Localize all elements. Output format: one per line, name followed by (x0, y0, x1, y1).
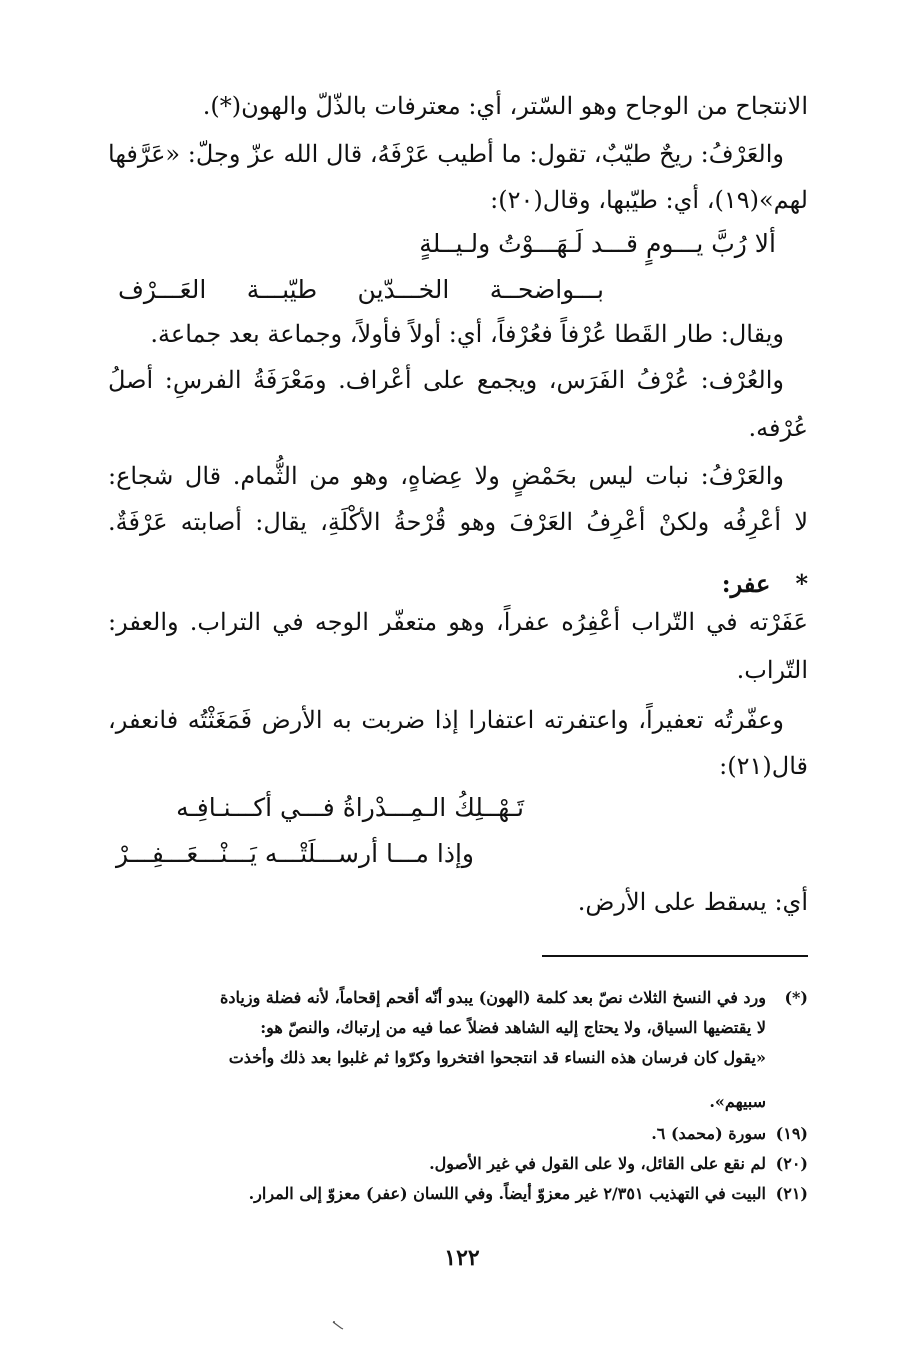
text-line-8: لا أعْرِفُه ولكنْ أعْرِفُ العَرْفَ وهو قُرْحةُ الأكْلَةِ، يقال: أصابته عَرْفَةٌ. (108, 508, 808, 536)
footnote-20 (429, 1152, 808, 1176)
footnote-21-text: البيت في التهذيب ٢/٣٥١ غير معزوّ أيضاً. وفي اللسان (عفر) معزوّ إلى المرار. (248, 1184, 766, 1203)
footnote-star-line-1: ورد في النسخ الثلاث نصّ بعد كلمة (الهون) يبدو أنّه أقحم إقحاماً، لأنه فضلة وزيادة (220, 988, 766, 1007)
footnote-19 (651, 1122, 808, 1146)
footnote-21-mark: (٢١) (775, 1184, 808, 1203)
heading-star-mark: * (795, 569, 808, 598)
text-line-5: والعُرْف: عُرْفُ الفَرَس، ويجمع على أعْراف. ومَعْرَفَةُ الفرسِ: أصلُ (108, 366, 784, 394)
verse-2-first-hemistich: تَـهْــلِكُ الـمِـــدْراةُ فـــي أكـــنـافِـه (176, 793, 524, 822)
footnote-19-mark: (١٩) (775, 1124, 808, 1143)
verse-2-second-hemistich: وإذا مـــا أرســـلَتْـــه يَـــنْـــعَـــفِـــرْ (116, 839, 474, 868)
footnote-star-mark: (*) (784, 988, 808, 1007)
verse-1-first-hemistich: ألا رُبَّ يـــومٍ قـــد لَـهَـــوْتُ ولـيــلةٍ (419, 229, 776, 258)
text-line-1: الانتجاح من الوجاح وهو السّتر، أي: معترفات بالذّلّ والهون(*). (202, 92, 808, 120)
text-line-11: وعفّرتُه تعفيراً، واعتفرته اعتفارا إذا ضربت به الأرض فَمَغَثْتُه فانعفر، (108, 706, 784, 734)
verse-1-second-hemistich: بـــواضحــة الخـــدّين طيّبـــة العَـــرْف (118, 275, 604, 304)
footnote-star (118, 986, 808, 1010)
footnote-star-line-4: سبيهم». (709, 1092, 766, 1111)
entry-heading (108, 566, 808, 602)
footnote-separator (542, 955, 808, 957)
text-line-6: عُرْفه. (748, 414, 808, 442)
page-number: ١٢٢ (444, 1245, 480, 1271)
text-line-10: التّراب. (736, 656, 808, 684)
text-line-9: عَفَرْته في التّراب أعْفِرُه عفراً، وهو متعفّر الوجه في التراب. والعفر: (108, 608, 808, 636)
footnote-21 (249, 1182, 808, 1206)
text-line-4: ويقال: طار القَطا عُرْفاً فعُرْفاً، أي: أولاً فأولاً، وجماعة بعد جماعة. (150, 320, 784, 348)
text-line-3: لهم»(١٩)، أي: طيّبها، وقال(٢٠): (490, 186, 808, 214)
text-line-7: والعَرْفُ: نبات ليس بحَمْضٍ ولا عِضاهٍ، وهو من الثُّمام. قال شجاع: (108, 462, 784, 490)
text-line-13: أي: يسقط على الأرض. (577, 888, 808, 916)
text-line-12: قال(٢١): (719, 752, 808, 780)
footnote-19-text: سورة (محمد) ٦. (651, 1124, 766, 1143)
text-line-2: والعَرْفُ: ريحٌ طيّبٌ، تقول: ما أطيب عَرْفَهُ، قال الله عزّ وجلّ: «عَرَّفها (108, 140, 784, 168)
scan-speck (332, 1320, 344, 1330)
heading-root-word: عفر: (721, 569, 771, 598)
footnote-20-text: لم نقع على القائل، ولا على القول في غير الأصول. (429, 1154, 766, 1173)
footnote-star-line-2: لا يقتضيها السياق، ولا يحتاج إليه الشاهد فضلاً عما فيه من إرتباك، والنصّ هو: (260, 1018, 766, 1037)
footnote-star-line-3: «يقول كان فرسان هذه النساء قد انتجحوا افتخروا وكرّوا ثم غلبوا بعد ذلك وأخذت (228, 1048, 766, 1067)
footnote-20-mark: (٢٠) (775, 1154, 808, 1173)
